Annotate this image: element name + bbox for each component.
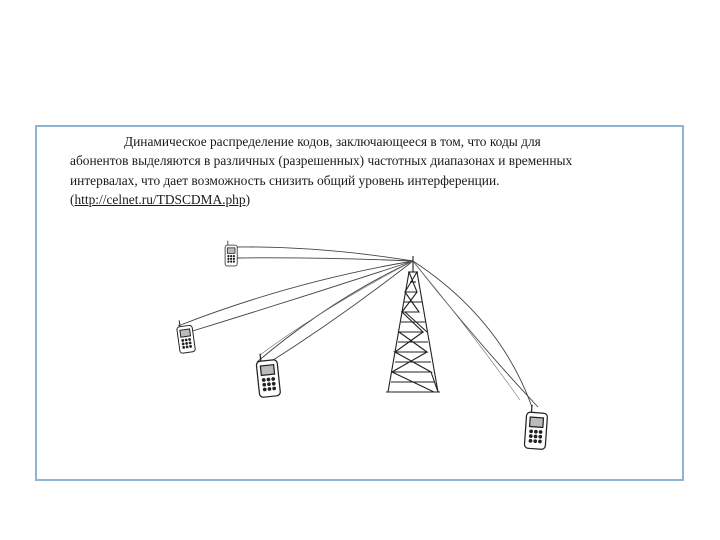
beam-phone-4	[413, 261, 538, 407]
mobile-phone-icon	[225, 241, 237, 266]
mobile-phone-icon	[524, 404, 548, 449]
paren-close: )	[245, 192, 251, 208]
mobile-phone-icon	[255, 352, 280, 398]
paren-open: (	[70, 192, 75, 208]
mobile-phone-icon	[176, 319, 196, 354]
signal-beams	[178, 247, 538, 407]
caption-line-1: Динамическое распределение кодов, заключающееся в том, что коды для	[124, 134, 541, 149]
source-link[interactable]: http://celnet.ru/TDSCDMA.php	[74, 192, 246, 208]
cell-tower-icon	[386, 256, 440, 392]
caption-line-2: абонентов выделяются в различных (разрешенных) частотных диапазонах и временных	[70, 153, 573, 169]
caption-line-3: интервалах, что дает возможность снизить общий уровень интерференции.	[70, 172, 500, 188]
beam-phone-2	[178, 261, 413, 333]
beam-phone-1	[234, 247, 413, 261]
